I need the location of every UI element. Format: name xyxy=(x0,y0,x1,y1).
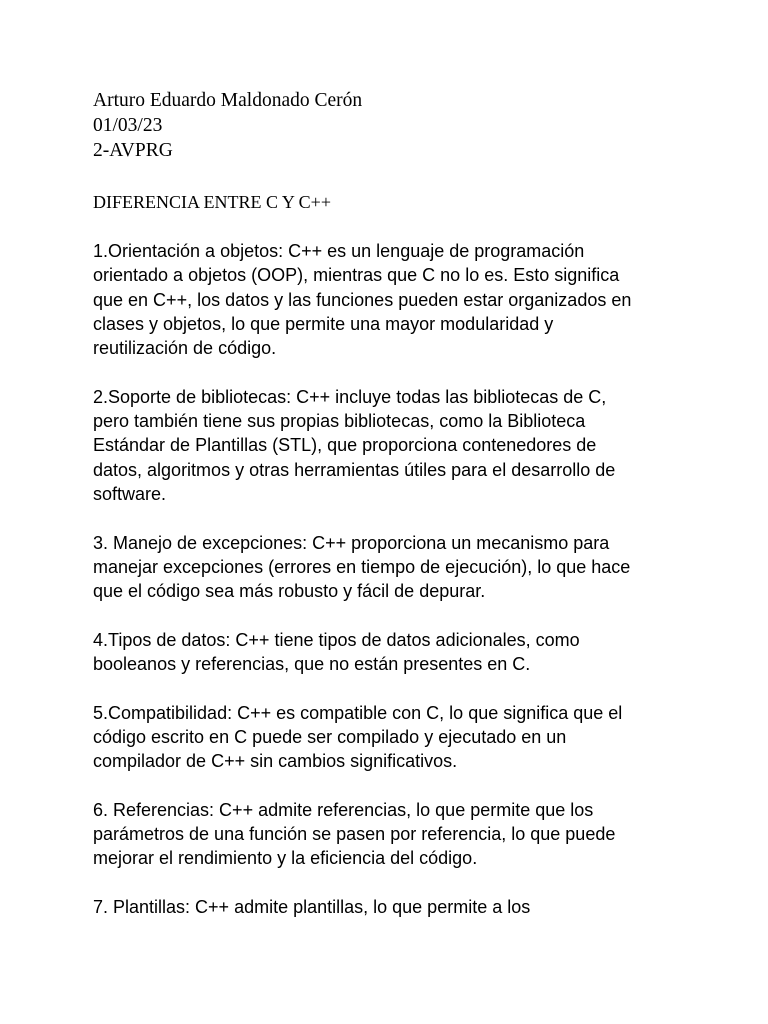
paragraph-line: manejar excepciones (errores en tiempo de ejecución), lo que hace xyxy=(93,556,631,577)
paragraph-4 xyxy=(93,628,693,677)
paragraph-line: código escrito en C puede ser compilado y ejecutado en un xyxy=(93,726,567,747)
author-name: Arturo Eduardo Maldonado Cerón xyxy=(93,90,363,111)
paragraph-line: mejorar el rendimiento y la eficiencia del código. xyxy=(93,848,478,869)
paragraph-line: reutilización de código. xyxy=(93,338,277,359)
paragraph-line: software. xyxy=(93,483,167,504)
group-code: 2-AVPRG xyxy=(93,140,173,161)
document-body xyxy=(93,239,693,944)
paragraph-line: que el código sea más robusto y fácil de depurar. xyxy=(93,581,486,602)
paragraph-line: clases y objetos, lo que permite una mayor modularidad y xyxy=(93,313,554,334)
paragraph-line: 1.Orientación a objetos: C++ es un lenguaje de programación xyxy=(93,241,585,261)
paragraph-2 xyxy=(93,385,693,506)
paragraph-line: orientado a objetos (OOP), mientras que C no lo es. Esto significa xyxy=(93,265,620,286)
document-date: 01/03/23 xyxy=(93,115,163,136)
paragraph-line: que en C++, los datos y las funciones pueden estar organizados en xyxy=(93,289,632,310)
paragraph-line: 3. Manejo de excepciones: C++ proporciona un mecanismo para xyxy=(93,532,610,553)
document-title: DIFERENCIA ENTRE C Y C++ xyxy=(93,192,331,212)
paragraph-line: 2.Soporte de bibliotecas: C++ incluye todas las bibliotecas de C, xyxy=(93,386,607,407)
document-header xyxy=(93,88,362,163)
paragraph-line: 6. Referencias: C++ admite referencias, lo que permite que los xyxy=(93,799,594,820)
paragraph-line: booleanos y referencias, que no están presentes en C. xyxy=(93,654,531,675)
paragraph-line: Estándar de Plantillas (STL), que proporciona contenedores de xyxy=(93,435,597,456)
paragraph-line: 4.Tipos de datos: C++ tiene tipos de datos adicionales, como xyxy=(93,629,580,650)
paragraph-6 xyxy=(93,798,693,871)
paragraph-line: datos, algoritmos y otras herramientas útiles para el desarrollo de xyxy=(93,459,616,480)
paragraph-line: pero también tiene sus propias bibliotecas, como la Biblioteca xyxy=(93,411,586,432)
paragraph-3 xyxy=(93,531,693,604)
paragraph-line: 5.Compatibilidad: C++ es compatible con C, lo que significa que el xyxy=(93,702,623,723)
paragraph-line: 7. Plantillas: C++ admite plantillas, lo que permite a los xyxy=(93,897,531,918)
paragraph-7 xyxy=(93,895,693,919)
paragraph-1 xyxy=(93,239,693,360)
paragraph-5 xyxy=(93,701,693,774)
paragraph-line: parámetros de una función se pasen por referencia, lo que puede xyxy=(93,824,616,845)
paragraph-line: compilador de C++ sin cambios significativos. xyxy=(93,751,458,772)
